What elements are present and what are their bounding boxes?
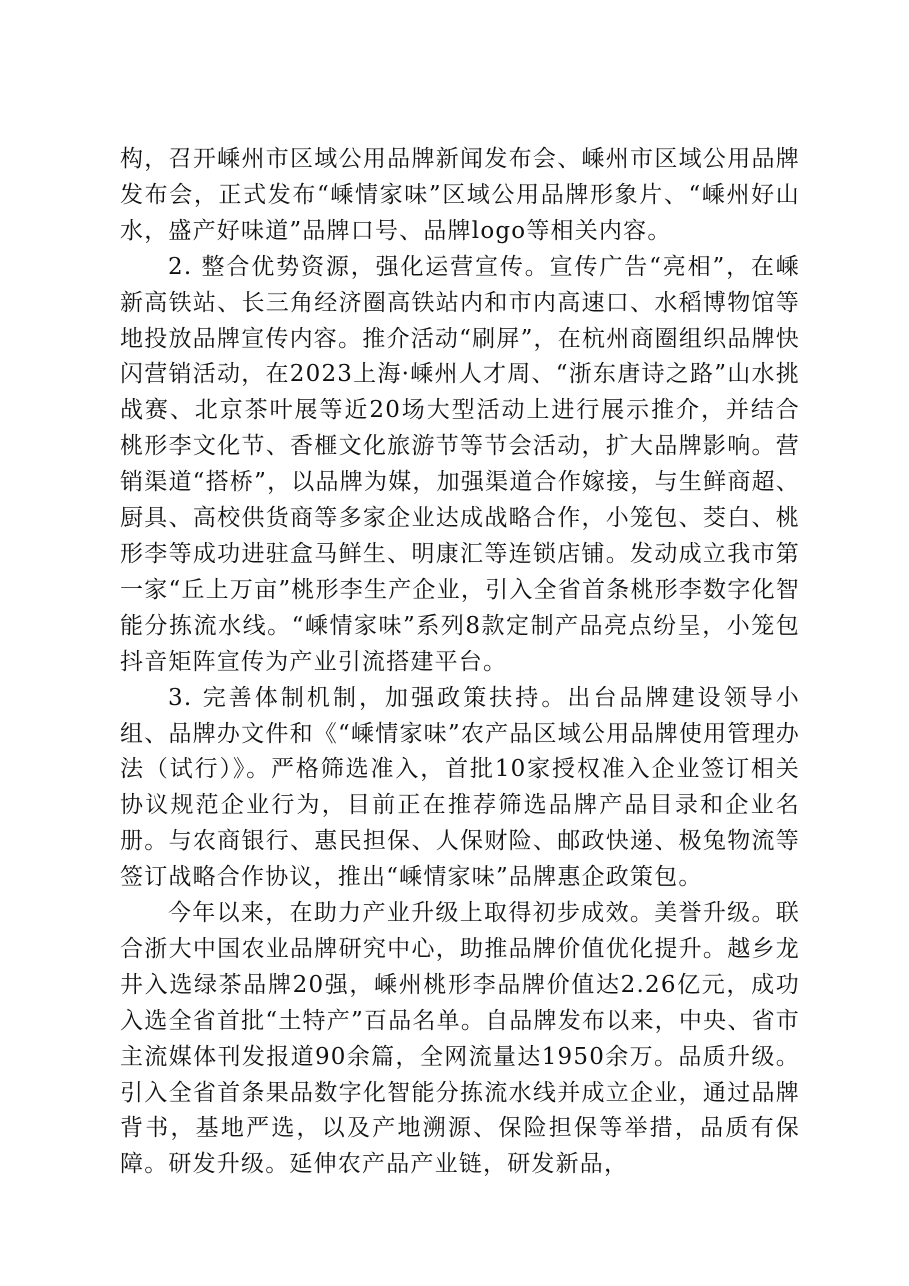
paragraph-operation-promotion: 2. 整合优势资源，强化运营宣传。宣传广告“亮相”，在嵊新高铁站、长三角经济圈高铁站内和市内高速口、水稻博物馆等地投放品牌宣传内容。推介活动“刷屏”，在杭州商圈组织品牌快闪营销活动，在2023上海·嵊州人才周、“浙东唐诗之路”山水挑战赛、北京茶叶展等近20场大型活动上进行展示推介，并结合桃形李文化节、香榧文化旅游节等节会活动，扩大品牌影响。营销渠道“搭桥”，以品牌为媒，加强渠道合作嫁接，与生鲜商超、厨具、高校供货商等多家企业达成战略合作，小笼包、茭白、桃形李等成功进驻盒马鲜生、明康汇等连锁店铺。发动成立我市第一家“丘上万亩”桃形李生产企业，引入全省首条桃形李数字化智能分拣流水线。“嵊情家味”系列8款定制产品亮点纷呈，小笼包抖音矩阵宣传为产业引流搭建平台。 xyxy=(120,253,800,675)
document-body xyxy=(120,142,800,1183)
paragraph-brand-launch-continued: 构，召开嵊州市区域公用品牌新闻发布会、嵊州市区域公用品牌发布会，正式发布“嵊情家味”区域公用品牌形象片、“嵊州好山水，盛产好味道”品牌口号、品牌logo等相关内容。 xyxy=(120,146,800,244)
paragraph-policy-support: 3. 完善体制机制，加强政策扶持。出台品牌建设领导小组、品牌办文件和《“嵊情家味”农产品区域公用品牌使用管理办法（试行）》。严格筛选准入，首批10家授权准入企业签订相关协议规范企业行为，目前正在推荐筛选品牌产品目录和企业名册。与农商银行、惠民担保、人保财险、邮政快递、极兔物流等签订战略合作协议，推出“嵊情家味”品牌惠企政策包。 xyxy=(120,684,800,891)
paragraph-results-summary: 今年以来，在助力产业升级上取得初步成效。美誉升级。联合浙大中国农业品牌研究中心，助推品牌价值优化提升。越乡龙井入选绿茶品牌20强，嵊州桃形李品牌价值达2.26亿元，成功入选全省首批“土特产”百品名单。自品牌发布以来，中央、省市主流媒体刊发报道90余篇，全网流量达1950余万。品质升级。引入全省首条果品数字化智能分拣流水线并成立企业，通过品牌背书，基地严选，以及产地溯源、保险担保等举措，品质有保障。研发升级。延伸农产品产业链，研发新品， xyxy=(120,900,800,1178)
